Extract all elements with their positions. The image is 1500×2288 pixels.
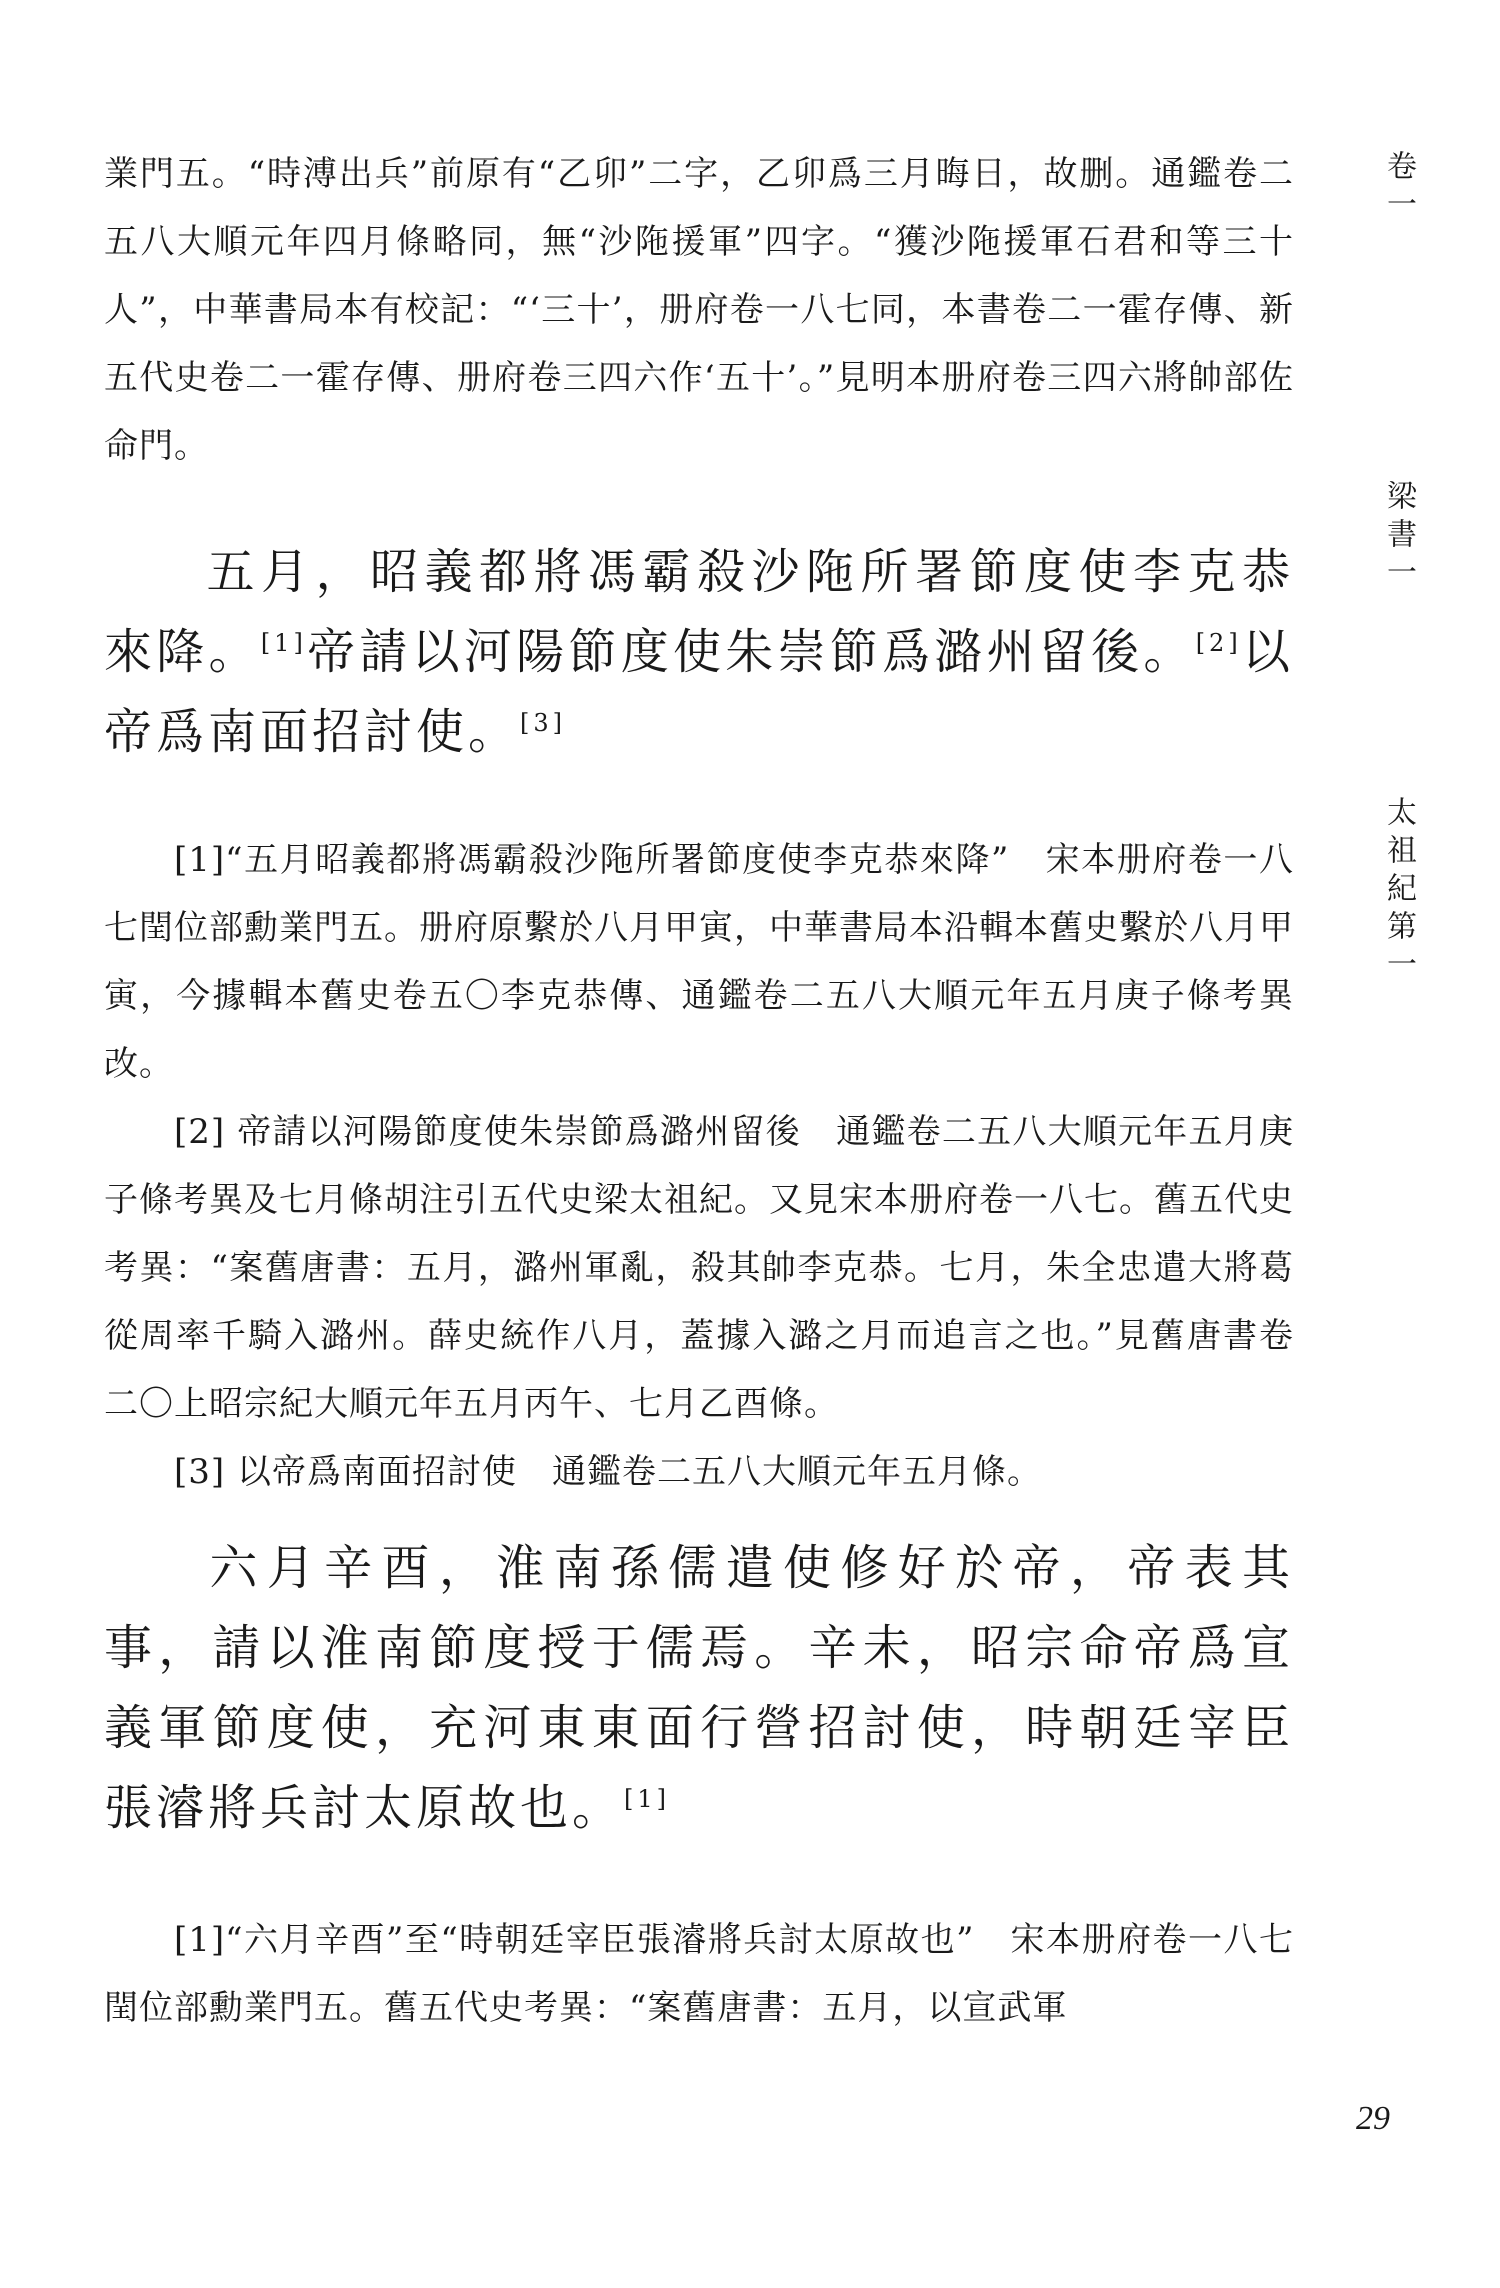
running-head-chapter: 太祖紀第一 — [1381, 796, 1416, 986]
running-head-book: 梁書一 — [1381, 480, 1416, 594]
footnote-3: [3] 以帝爲南面招討使 通鑑卷二五八大順元年五月條。 — [174, 1452, 1042, 1492]
continued-note — [104, 140, 1294, 480]
page-number: 29 — [1356, 2100, 1390, 2137]
notes-june — [104, 1906, 1294, 2042]
footnote-ref-2: [2] — [1195, 629, 1242, 657]
main-text-may — [104, 532, 1294, 772]
footnote-ref-1: [1] — [260, 629, 307, 657]
main-text-segment: 以帝爲南面招討使。 — [104, 624, 1294, 760]
footnote-2: [2] 帝請以河陽節度使朱崇節爲潞州留後 通鑑卷二五八大順元年五月庚子條考異及七月條胡注引五代史梁太祖紀。又見宋本册府卷一八七。舊五代史考異：“案舊唐書：五月，潞州軍亂，殺其帥李克恭。七月，朱全忠遣大將葛從周率千騎入潞州。薛史統作八月，蓋據入潞之月而追言之也。”見舊唐書卷二〇上昭宗紀大順元年五月丙午、七月乙酉條。 — [104, 1112, 1294, 1424]
note-paragraph: 業門五。“時溥出兵”前原有“乙卯”二字，乙卯爲三月晦日，故删。通鑑卷二五八大順元年四月條略同，無“沙陁援軍”四字。“獲沙陁援軍石君和等三十人”，中華書局本有校記：“‘三十’，册府卷一八七同，本書卷二一霍存傳、新五代史卷二一霍存傳、册府卷三四六作‘五十’。”見明本册府卷三四六將帥部佐命門。 — [104, 154, 1294, 466]
footnote-ref-1: [1] — [624, 1785, 671, 1813]
running-head-volume: 卷一 — [1381, 150, 1416, 226]
footnote-1: [1]“六月辛酉”至“時朝廷宰臣張濬將兵討太原故也” 宋本册府卷一八七閏位部勳業門五。舊五代史考異：“案舊唐書：五月，以宣武軍 — [104, 1920, 1294, 2028]
main-text-segment: 五月，昭義都將馮霸殺沙陁所署節度使李克恭來降。 — [104, 544, 1294, 680]
main-text-segment: 帝請以河陽節度使朱崇節爲潞州留後。 — [306, 624, 1196, 680]
main-text-segment: 六月辛酉，淮南孫儒遣使修好於帝，帝表其事，請以淮南節度授于儒焉。辛未，昭宗命帝爲宣義軍節度使，充河東東面行營招討使，時朝廷宰臣張濬將兵討太原故也。 — [104, 1540, 1294, 1836]
notes-may — [104, 826, 1294, 1506]
footnote-1: [1]“五月昭義都將馮霸殺沙陁所署節度使李克恭來降” 宋本册府卷一八七閏位部勳業門五。册府原繫於八月甲寅，中華書局本沿輯本舊史繫於八月甲寅，今據輯本舊史卷五〇李克恭傳、通鑑卷二五八大順元年五月庚子條考異改。 — [104, 840, 1294, 1084]
footnote-ref-3: [3] — [520, 709, 567, 737]
main-text-june — [104, 1528, 1294, 1848]
